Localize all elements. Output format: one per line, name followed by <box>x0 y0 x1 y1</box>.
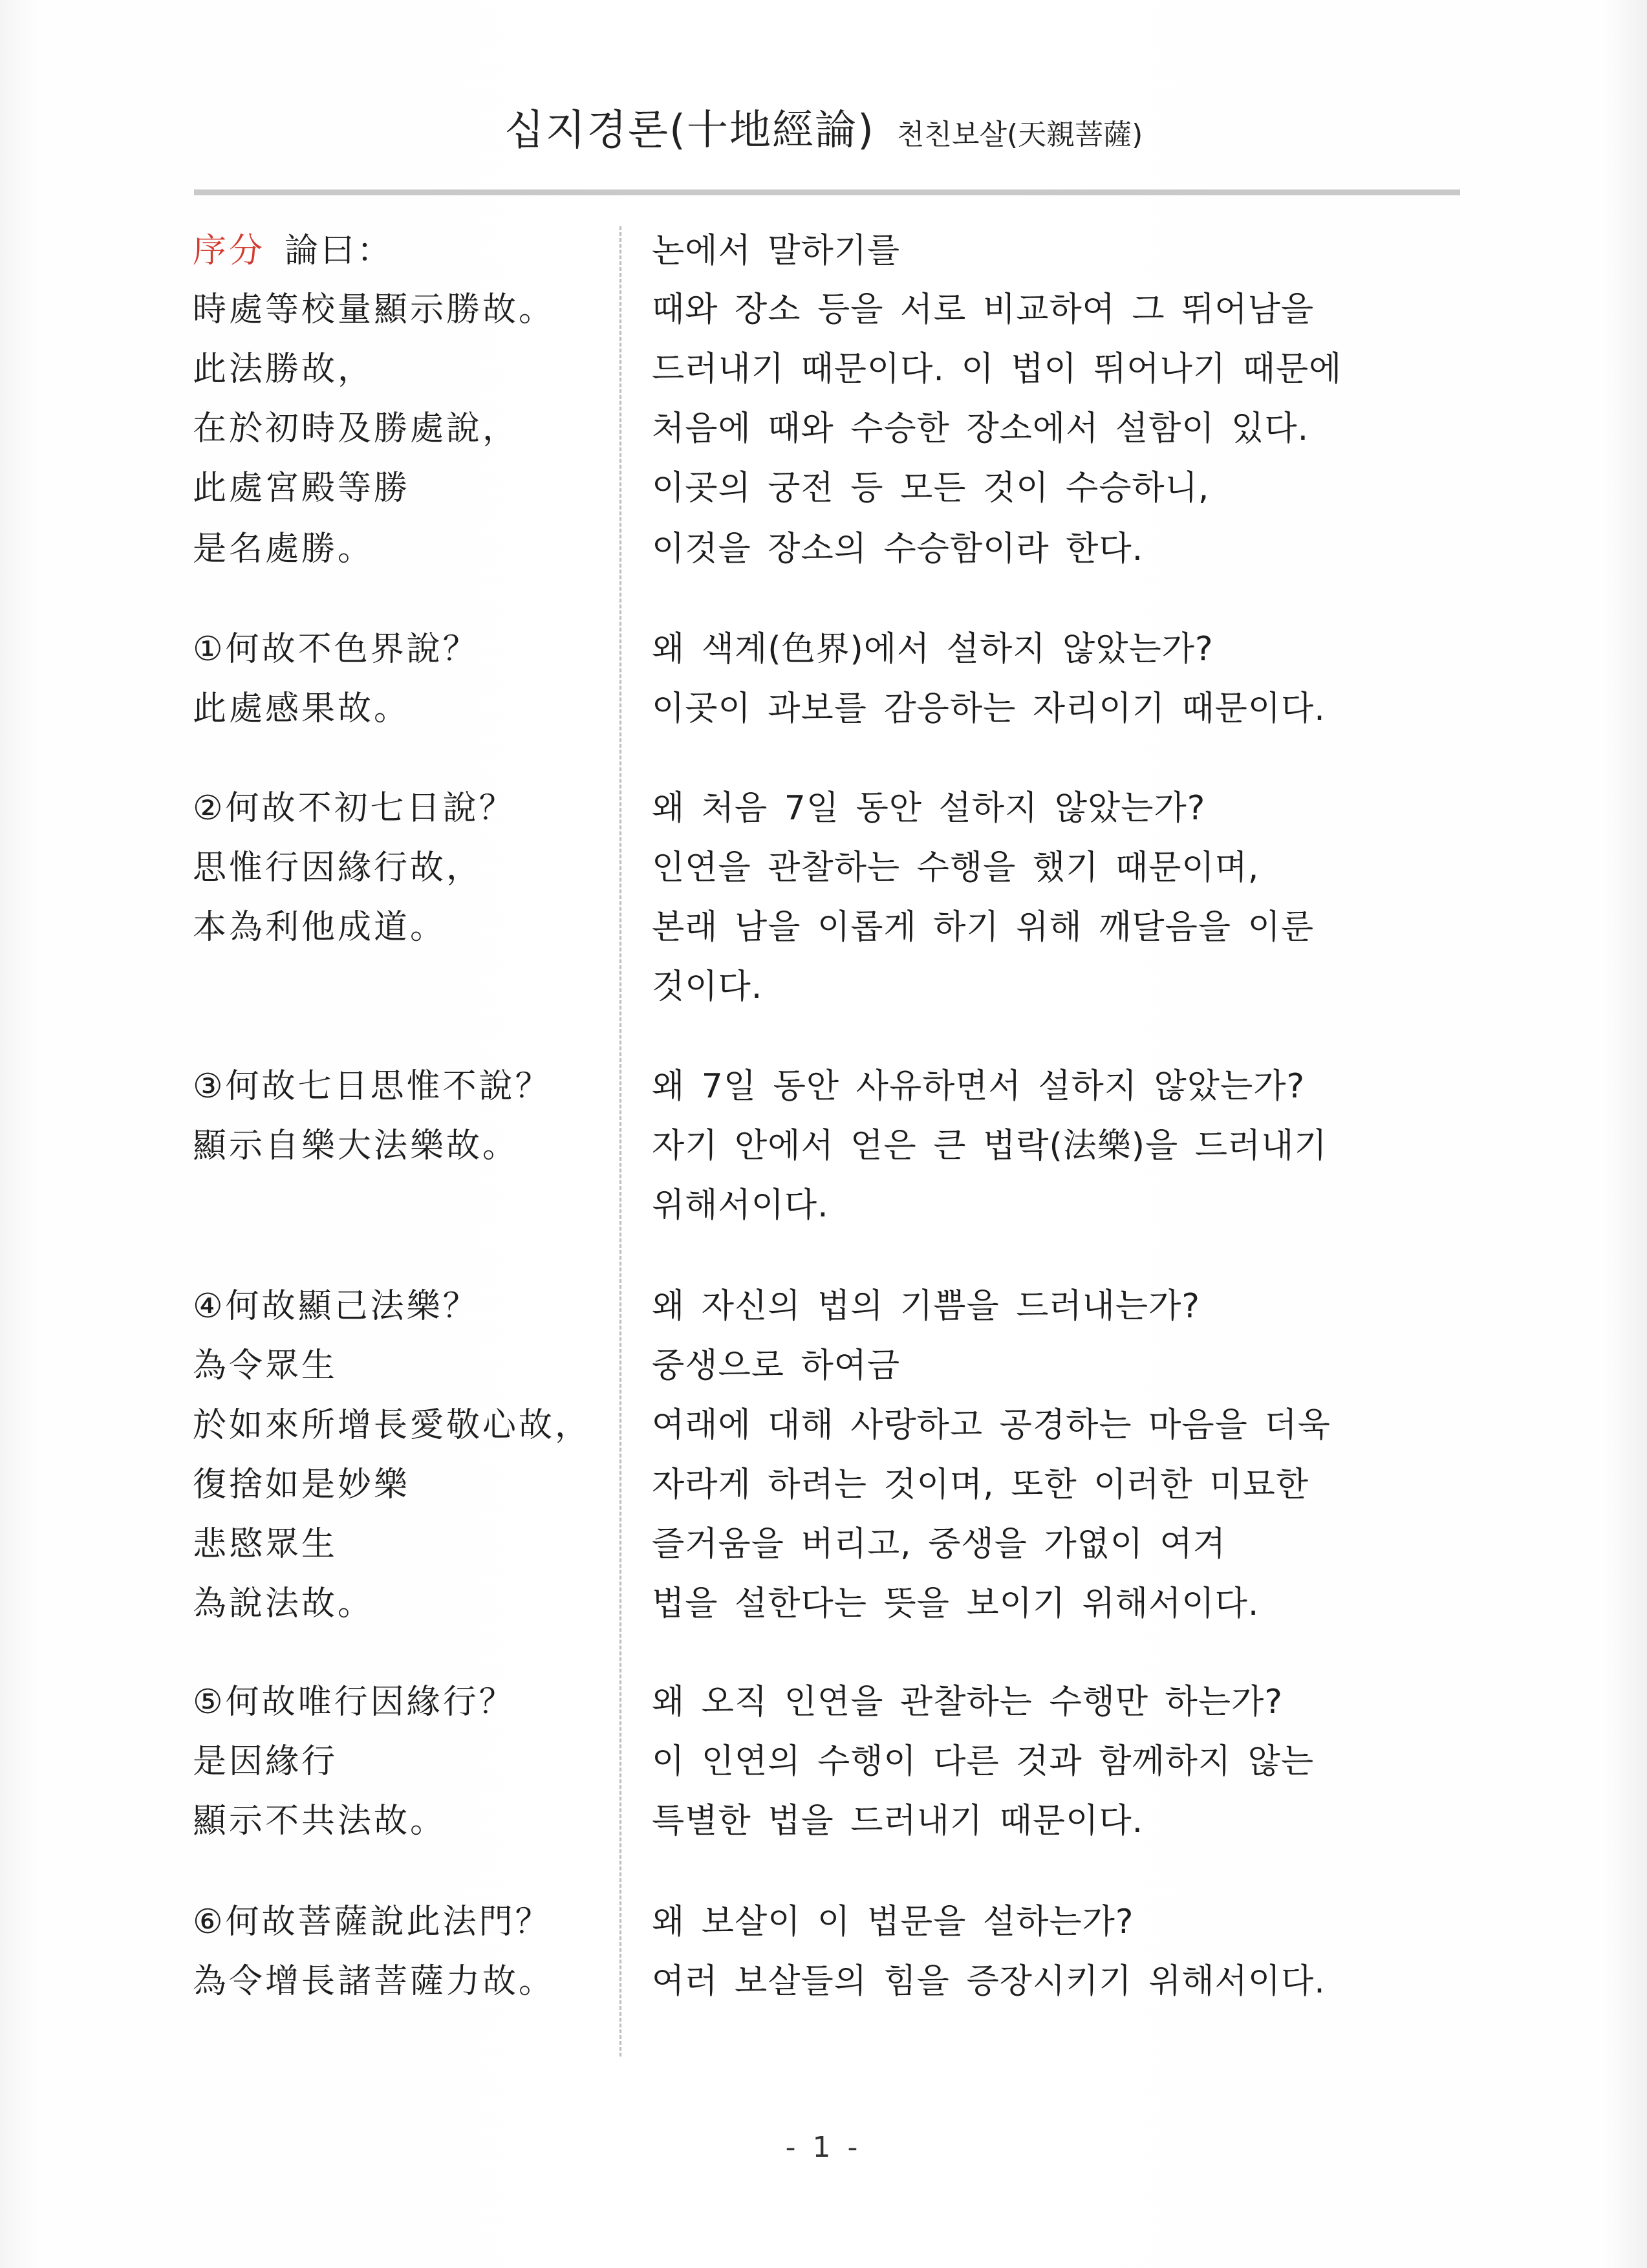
right-line: 자라게 하려는 것이며, 또한 이러한 미묘한 <box>652 1465 1309 1504</box>
right-line: 이것을 장소의 수승함이라 한다. <box>652 530 1144 568</box>
header-rule <box>194 189 1460 195</box>
left-line: 本為利他成道。 <box>193 908 447 947</box>
left-line: 在於初時及勝處說， <box>193 409 519 448</box>
right-line: 왜 색계(色界)에서 설하지 않았는가? <box>652 630 1214 669</box>
right-line: 논에서 말하기를 <box>652 232 901 270</box>
right-line: 왜 7일 동안 사유하면서 설하지 않았는가? <box>652 1067 1306 1106</box>
column-divider <box>619 226 621 2057</box>
right-line: 중생으로 하여금 <box>652 1346 901 1385</box>
question-line: ⑤何故唯行因緣行？ <box>193 1683 515 1722</box>
right-line: 법을 설한다는 뜻을 보이기 위해서이다. <box>652 1584 1260 1623</box>
left-line: 於如來所增長愛敬心故， <box>193 1406 592 1445</box>
left-line: 顯示自樂大法樂故。 <box>193 1127 519 1165</box>
left-line: 此處宮殿等勝 <box>193 469 411 508</box>
right-line: 자기 안에서 얻은 큰 법락(法樂)을 드러내기 <box>652 1127 1328 1165</box>
author-label: 천친보살(天親菩薩) <box>896 118 1143 151</box>
right-line: 왜 처음 7일 동안 설하지 않았는가? <box>652 789 1206 828</box>
right-line: 즐거움을 버리고, 중생을 가엾이 여겨 <box>652 1525 1227 1564</box>
page-number: - 1 - <box>785 2131 862 2164</box>
left-line: 為令眾生 <box>193 1346 338 1385</box>
right-line: 드러내기 때문이다. 이 법이 뛰어나기 때문에 <box>652 350 1342 389</box>
right-line: 왜 보살이 이 법문을 설하는가? <box>652 1903 1134 1941</box>
right-line: 이곳의 궁전 등 모든 것이 수승하니, <box>652 469 1210 508</box>
left-line: 思惟行因緣行故， <box>193 848 483 887</box>
left-line: 時處等校量顯示勝故。 <box>193 290 555 329</box>
right-line: 이 인연의 수행이 다른 것과 함께하지 않는 <box>652 1742 1315 1781</box>
left-line: 為說法故。 <box>193 1584 374 1623</box>
left-line: 此法勝故， <box>193 350 374 389</box>
section-label: 序分 <box>193 232 266 270</box>
left-line: 顯示不共法故。 <box>193 1802 447 1841</box>
right-line: 왜 자신의 법의 기쁨을 드러내는가? <box>652 1287 1200 1326</box>
question-line: ④何故顯己法樂？ <box>193 1287 479 1326</box>
right-line: 여래에 대해 사랑하고 공경하는 마음을 더욱 <box>652 1406 1331 1445</box>
right-line: 것이다. <box>652 967 763 1006</box>
question-line: ②何故不初七日說？ <box>193 789 515 828</box>
question-line: ①何故不色界說？ <box>193 630 479 669</box>
right-line: 이곳이 과보를 감응하는 자리이기 때문이다. <box>652 689 1326 728</box>
right-line: 처음에 때와 수승한 장소에서 설함이 있다. <box>652 409 1309 448</box>
left-line: 序分 論曰： <box>193 232 394 270</box>
left-line: 為令增長諸菩薩力故。 <box>193 1962 555 2001</box>
left-line: 復捨如是妙樂 <box>193 1465 411 1504</box>
right-line: 여러 보살들의 힘을 증장시키기 위해서이다. <box>652 1962 1326 2001</box>
question-line: ⑥何故菩薩說此法門？ <box>193 1903 552 1941</box>
question-line: ③何故七日思惟不說？ <box>193 1067 552 1106</box>
page-title: 십지경론(十地經論) <box>504 107 875 155</box>
page-header <box>0 97 1647 157</box>
right-line: 본래 남을 이롭게 하기 위해 깨달음을 이룬 <box>652 908 1315 947</box>
left-line: 此處感果故。 <box>193 689 411 728</box>
right-line: 특별한 법을 드러내기 때문이다. <box>652 1802 1144 1841</box>
left-line: 悲愍眾生 <box>193 1525 338 1564</box>
left-line: 是名處勝。 <box>193 530 374 568</box>
right-line: 때와 장소 등을 서로 비교하여 그 뛰어남을 <box>652 290 1315 329</box>
right-line: 인연을 관찰하는 수행을 했기 때문이며, <box>652 848 1260 887</box>
right-line: 왜 오직 인연을 관찰하는 수행만 하는가? <box>652 1683 1283 1722</box>
left-line: 是因緣行 <box>193 1742 338 1781</box>
right-line: 위해서이다. <box>652 1186 829 1225</box>
